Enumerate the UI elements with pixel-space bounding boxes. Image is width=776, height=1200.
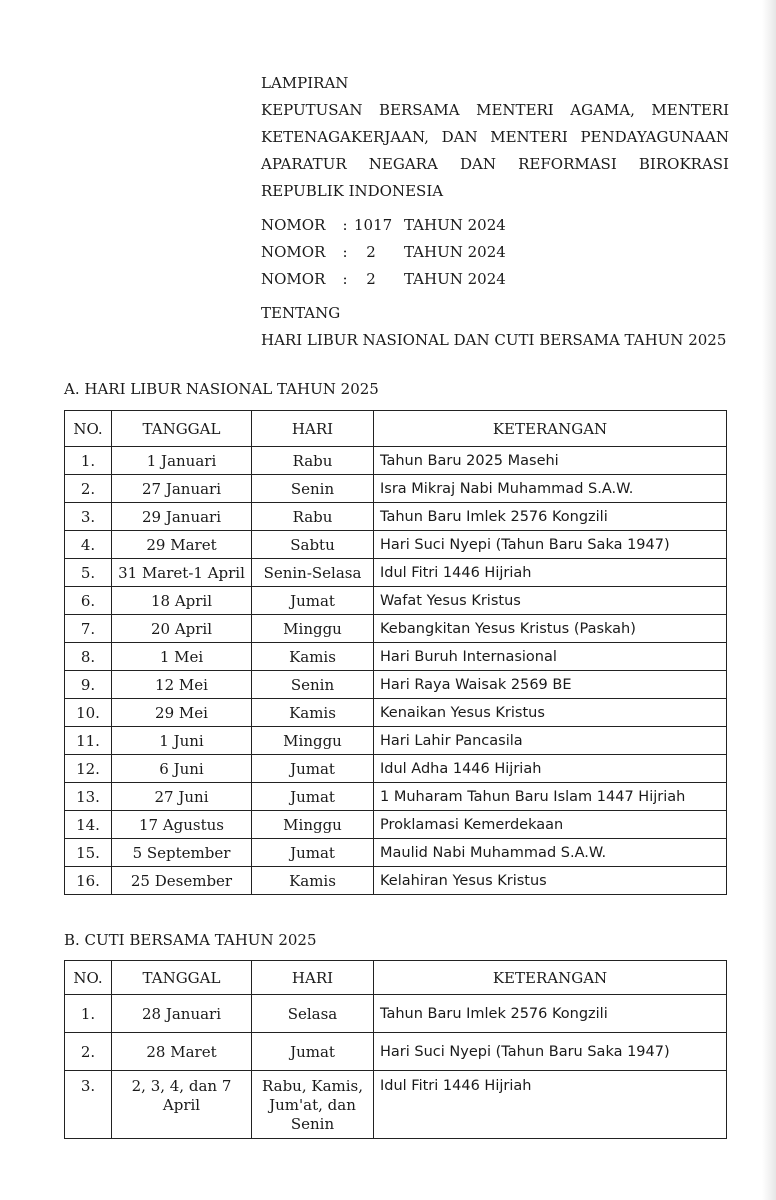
cell-keterangan: 1 Muharam Tahun Baru Islam 1447 Hijriah <box>374 783 727 811</box>
cell-no: 1. <box>65 447 112 475</box>
cell-hari: Rabu, Kamis, Jum'at, dan Senin <box>252 1071 374 1139</box>
table-row <box>65 559 727 587</box>
nomor-separator: : <box>342 243 348 261</box>
nomor-row-2 <box>261 239 729 266</box>
column-header-keterangan: KETERANGAN <box>374 961 727 995</box>
column-header-hari: HARI <box>252 411 374 447</box>
nomor-separator: : <box>342 270 348 288</box>
cell-hari: Jumat <box>252 839 374 867</box>
cell-hari: Kamis <box>252 867 374 895</box>
cell-no: 2. <box>65 475 112 503</box>
section-b-title: B. CUTI BERSAMA TAHUN 2025 <box>64 931 317 949</box>
cell-no: 12. <box>65 755 112 783</box>
page-edge <box>762 0 776 1200</box>
cell-no: 5. <box>65 559 112 587</box>
cell-no: 9. <box>65 671 112 699</box>
nomor-year: TAHUN 2024 <box>404 216 506 234</box>
column-header-keterangan: KETERANGAN <box>374 411 727 447</box>
cell-hari: Rabu <box>252 447 374 475</box>
nomor-separator: : <box>342 216 348 234</box>
cell-keterangan: Kenaikan Yesus Kristus <box>374 699 727 727</box>
cell-no: 1. <box>65 995 112 1033</box>
table-row <box>65 447 727 475</box>
column-header-no: NO. <box>65 961 112 995</box>
cell-keterangan: Hari Buruh Internasional <box>374 643 727 671</box>
cell-hari: Senin-Selasa <box>252 559 374 587</box>
cell-hari: Selasa <box>252 995 374 1033</box>
cell-hari: Kamis <box>252 643 374 671</box>
cell-keterangan: Isra Mikraj Nabi Muhammad S.A.W. <box>374 475 727 503</box>
table-row <box>65 839 727 867</box>
cell-tanggal: 27 Juni <box>112 783 252 811</box>
cell-tanggal: 29 Mei <box>112 699 252 727</box>
cell-tanggal: 31 Maret-1 April <box>112 559 252 587</box>
cell-no: 3. <box>65 1071 112 1139</box>
cell-no: 14. <box>65 811 112 839</box>
cell-no: 7. <box>65 615 112 643</box>
header-line-4: APARATUR NEGARA DAN REFORMASI BIROKRASI <box>261 155 729 173</box>
cell-tanggal: 6 Juni <box>112 755 252 783</box>
header-lampiran: LAMPIRAN <box>261 74 349 92</box>
cell-keterangan: Tahun Baru Imlek 2576 Kongzili <box>374 503 727 531</box>
cell-tanggal: 29 Maret <box>112 531 252 559</box>
nomor-label: NOMOR <box>261 243 326 261</box>
nomor-row-1 <box>261 212 729 239</box>
table-row <box>65 783 727 811</box>
cell-tanggal: 17 Agustus <box>112 811 252 839</box>
cell-tanggal: 12 Mei <box>112 671 252 699</box>
table-row <box>65 475 727 503</box>
cell-keterangan: Idul Fitri 1446 Hijriah <box>374 1071 727 1139</box>
table-row <box>65 587 727 615</box>
table-row <box>65 531 727 559</box>
cell-no: 2. <box>65 1033 112 1071</box>
cell-no: 6. <box>65 587 112 615</box>
cell-keterangan: Idul Adha 1446 Hijriah <box>374 755 727 783</box>
cell-hari: Sabtu <box>252 531 374 559</box>
cell-no: 11. <box>65 727 112 755</box>
cell-hari: Jumat <box>252 755 374 783</box>
cell-hari: Jumat <box>252 587 374 615</box>
table-row <box>65 867 727 895</box>
nomor-year: TAHUN 2024 <box>404 270 506 288</box>
table-row <box>65 1033 727 1071</box>
document-header <box>261 70 729 354</box>
header-tentang: TENTANG <box>261 304 341 322</box>
cell-no: 16. <box>65 867 112 895</box>
cell-hari: Minggu <box>252 727 374 755</box>
cell-hari: Jumat <box>252 1033 374 1071</box>
cell-tanggal: 1 Juni <box>112 727 252 755</box>
cell-tanggal: 18 April <box>112 587 252 615</box>
table-row <box>65 755 727 783</box>
cell-keterangan: Maulid Nabi Muhammad S.A.W. <box>374 839 727 867</box>
cell-tanggal: 25 Desember <box>112 867 252 895</box>
cell-hari: Jumat <box>252 783 374 811</box>
cell-no: 13. <box>65 783 112 811</box>
cell-no: 15. <box>65 839 112 867</box>
table-row <box>65 995 727 1033</box>
cell-no: 10. <box>65 699 112 727</box>
cell-keterangan: Hari Suci Nyepi (Tahun Baru Saka 1947) <box>374 531 727 559</box>
cell-keterangan: Proklamasi Kemerdekaan <box>374 811 727 839</box>
nomor-year: TAHUN 2024 <box>404 243 506 261</box>
table-row <box>65 811 727 839</box>
table-row <box>65 1071 727 1139</box>
cell-tanggal: 1 Mei <box>112 643 252 671</box>
column-header-tanggal: TANGGAL <box>112 961 252 995</box>
cell-tanggal: 1 Januari <box>112 447 252 475</box>
cell-keterangan: Kelahiran Yesus Kristus <box>374 867 727 895</box>
cell-no: 8. <box>65 643 112 671</box>
national-holidays-table <box>64 410 727 895</box>
nomor-label: NOMOR <box>261 216 326 234</box>
collective-leave-table <box>64 960 727 1139</box>
cell-keterangan: Wafat Yesus Kristus <box>374 587 727 615</box>
table-row <box>65 643 727 671</box>
cell-keterangan: Kebangkitan Yesus Kristus (Paskah) <box>374 615 727 643</box>
table-header-row <box>65 961 727 995</box>
column-header-hari: HARI <box>252 961 374 995</box>
column-header-tanggal: TANGGAL <box>112 411 252 447</box>
nomor-number: 1017 <box>354 216 393 234</box>
cell-keterangan: Tahun Baru 2025 Masehi <box>374 447 727 475</box>
header-subject: HARI LIBUR NASIONAL DAN CUTI BERSAMA TAHUN 2025 <box>261 331 727 349</box>
table-row <box>65 615 727 643</box>
column-header-no: NO. <box>65 411 112 447</box>
header-line-2: KEPUTUSAN BERSAMA MENTERI AGAMA, MENTERI <box>261 101 729 119</box>
cell-hari: Senin <box>252 671 374 699</box>
cell-keterangan: Idul Fitri 1446 Hijriah <box>374 559 727 587</box>
cell-keterangan: Tahun Baru Imlek 2576 Kongzili <box>374 995 727 1033</box>
cell-hari: Kamis <box>252 699 374 727</box>
cell-hari: Minggu <box>252 811 374 839</box>
section-a-title: A. HARI LIBUR NASIONAL TAHUN 2025 <box>64 380 379 398</box>
table-header-row <box>65 411 727 447</box>
table-row <box>65 699 727 727</box>
cell-tanggal: 27 Januari <box>112 475 252 503</box>
cell-hari: Minggu <box>252 615 374 643</box>
cell-no: 3. <box>65 503 112 531</box>
cell-hari: Senin <box>252 475 374 503</box>
cell-keterangan: Hari Lahir Pancasila <box>374 727 727 755</box>
cell-tanggal: 20 April <box>112 615 252 643</box>
cell-tanggal: 28 Januari <box>112 995 252 1033</box>
cell-tanggal: 29 Januari <box>112 503 252 531</box>
header-line-5: REPUBLIK INDONESIA <box>261 182 444 200</box>
nomor-row-3 <box>261 266 729 293</box>
header-line-3: KETENAGAKERJAAN, DAN MENTERI PENDAYAGUNAAN <box>261 128 729 146</box>
nomor-number: 2 <box>366 270 376 288</box>
nomor-number: 2 <box>366 243 376 261</box>
cell-keterangan: Hari Raya Waisak 2569 BE <box>374 671 727 699</box>
cell-hari: Rabu <box>252 503 374 531</box>
table-row <box>65 671 727 699</box>
table-row <box>65 727 727 755</box>
table-row <box>65 503 727 531</box>
cell-no: 4. <box>65 531 112 559</box>
nomor-label: NOMOR <box>261 270 326 288</box>
cell-tanggal: 28 Maret <box>112 1033 252 1071</box>
cell-tanggal: 2, 3, 4, dan 7 April <box>112 1071 252 1139</box>
cell-tanggal: 5 September <box>112 839 252 867</box>
cell-keterangan: Hari Suci Nyepi (Tahun Baru Saka 1947) <box>374 1033 727 1071</box>
